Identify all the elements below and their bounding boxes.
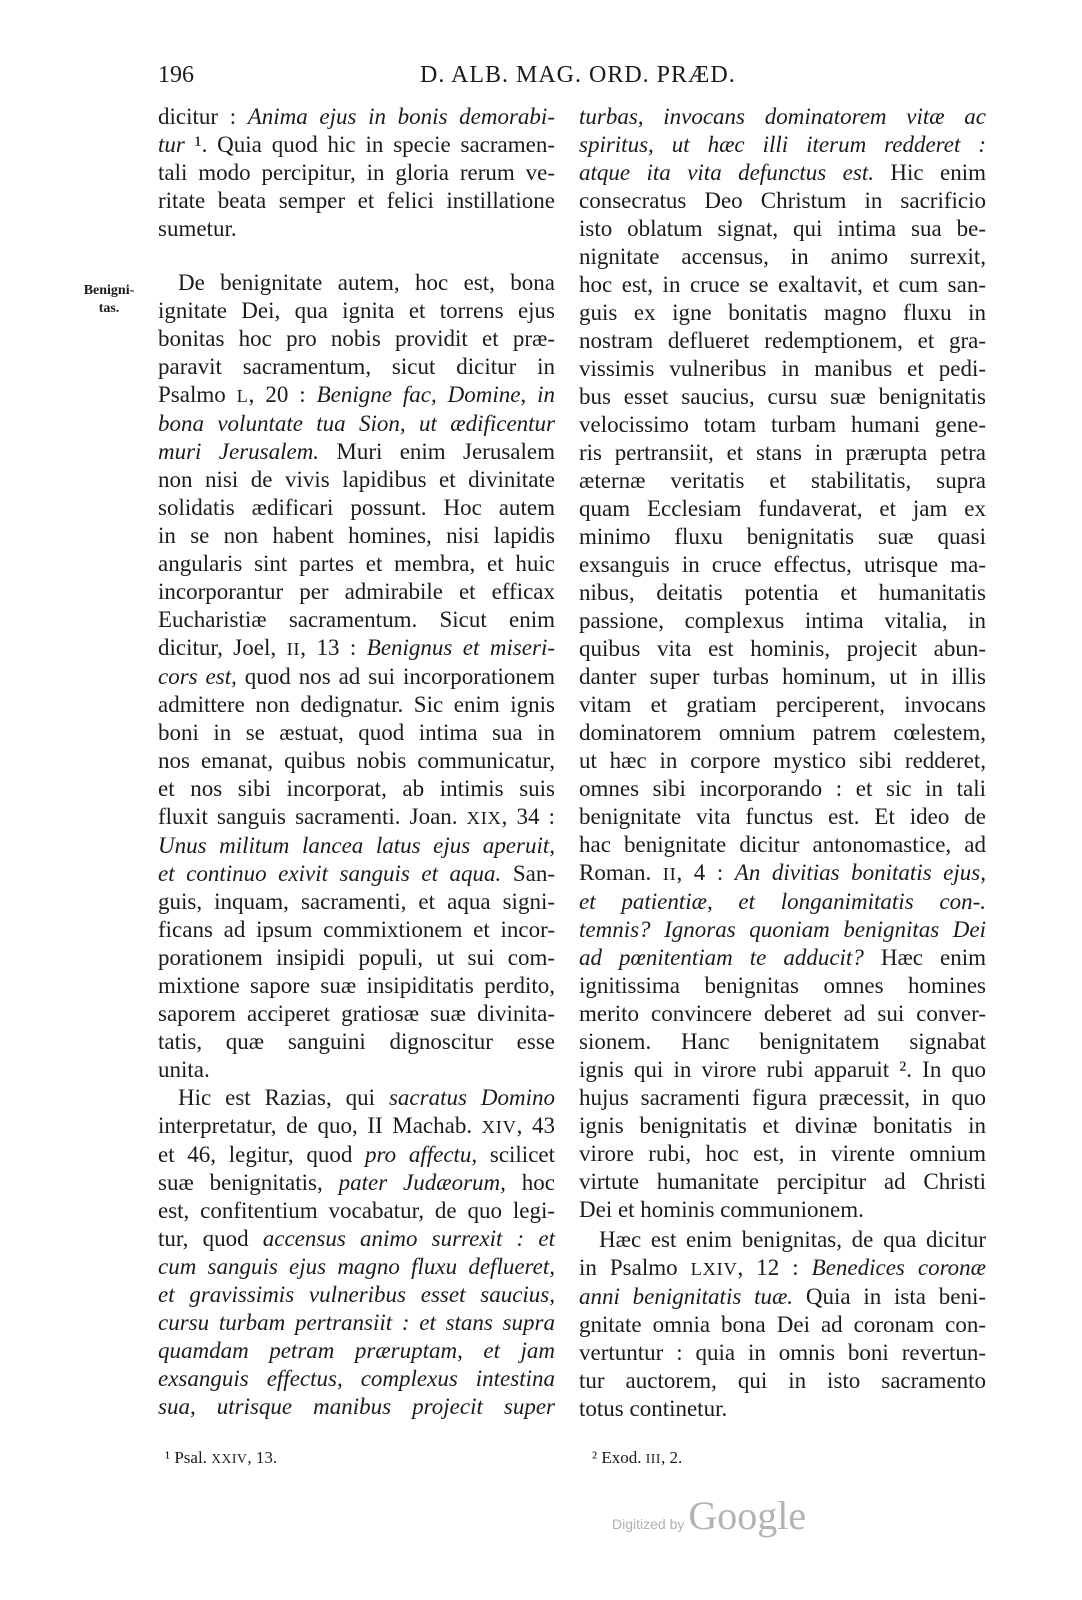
text-run: vitam et gratiam perciperent, invocans <box>579 692 986 717</box>
text-run: Roman. <box>579 860 663 885</box>
text-line <box>158 944 555 972</box>
small-caps-run: L <box>236 386 249 406</box>
text-run: mixtione sapore suæ insipiditatis perdito, <box>158 973 555 998</box>
text-run: tatis, quæ sanguini dignoscitur esse <box>158 1029 555 1054</box>
text-line <box>158 1281 555 1309</box>
text-line <box>579 1112 986 1140</box>
text-line <box>579 495 986 523</box>
text-line <box>158 1084 555 1112</box>
italic-run: tur <box>158 132 185 157</box>
text-run: angularis sint partes et membra, et huic <box>158 551 555 576</box>
text-line <box>579 1140 986 1168</box>
text-line <box>579 635 986 663</box>
italic-run: Benedices coronæ <box>811 1255 987 1280</box>
text-line <box>579 1000 986 1028</box>
text-run: æternæ veritatis et stabilitatis, supra <box>579 468 986 493</box>
small-caps-run: XXIV <box>211 1451 248 1466</box>
text-line <box>579 1254 986 1283</box>
text-run: gnitate omnia bona Dei ad coronam con- <box>579 1312 986 1337</box>
text-run: ² Exod. <box>592 1448 646 1467</box>
text-line <box>579 1367 986 1395</box>
text-run: ignitate Dei, qua ignita et torrens ejus <box>158 298 555 323</box>
text-line <box>579 972 986 1000</box>
text-run: et nos sibi incorporat, ab intimis suis <box>158 776 555 801</box>
paragraph <box>158 269 555 1084</box>
italic-run: ad pœnitentiam te adducit? <box>579 945 864 970</box>
digitized-by-watermark <box>612 1492 806 1539</box>
text-line <box>158 606 555 634</box>
text-run: non nisi de vivis lapidibus et divinitate <box>158 467 555 492</box>
paragraph <box>579 1226 986 1423</box>
text-run: guis ex igne bonitatis magno fluxu in <box>579 300 986 325</box>
text-run: velocissimo totam turbam humani gene- <box>579 412 986 437</box>
running-title: D. ALB. MAG. ORD. PRÆD. <box>420 62 736 88</box>
text-run: Eucharistiæ sacramentum. Sicut enim <box>158 607 555 632</box>
small-caps-run: LXIV <box>690 1259 738 1279</box>
text-line <box>579 299 986 327</box>
margin-note <box>70 282 148 318</box>
text-run: dicitur : <box>158 104 248 129</box>
text-line <box>158 550 555 578</box>
italic-run: et continuo exivit sanguis et aqua. <box>158 861 502 886</box>
text-line <box>158 466 555 494</box>
text-line <box>579 271 986 299</box>
text-line <box>158 325 555 353</box>
text-line <box>158 297 555 325</box>
text-line <box>158 1000 555 1028</box>
text-run: porationem insipidi populi, ut sui com- <box>158 945 555 970</box>
text-run: ficans ad ipsum commixtionem et incor- <box>158 917 555 942</box>
text-line <box>579 159 986 187</box>
text-line <box>579 1084 986 1112</box>
text-run: est, confitentium vocabatur, de quo legi- <box>158 1198 555 1223</box>
text-run: omnes sibi incorporando : et sic in tali <box>579 776 986 801</box>
text-run: quibus vita est hominis, projecit abun- <box>579 636 986 661</box>
text-run: nos emanat, quibus nobis communicatur, <box>158 748 555 773</box>
text-line <box>579 1056 986 1084</box>
text-run: unita. <box>158 1057 210 1082</box>
text-line <box>158 832 555 860</box>
text-line <box>579 1395 986 1423</box>
text-run: saporem acciperet gratiosæ suæ divinita- <box>158 1001 555 1026</box>
text-line <box>579 551 986 579</box>
text-run: vertuntur : quia in omnis boni revertun- <box>579 1340 986 1365</box>
text-run: totus continetur. <box>579 1396 728 1421</box>
text-run: Hic enim <box>873 160 986 185</box>
text-line <box>158 1365 555 1393</box>
text-line <box>579 411 986 439</box>
text-line <box>158 131 555 159</box>
text-run: nibus, deitatis potentia et humanitatis <box>579 580 986 605</box>
text-run: suæ benignitatis, <box>158 1170 339 1195</box>
text-run: solidatis ædificari possunt. Hoc autem <box>158 495 555 520</box>
text-line <box>579 1283 986 1311</box>
italic-run: et gravissimis vulneribus esset saucius, <box>158 1282 555 1307</box>
text-run: merito convincere deberet ad sui conver- <box>579 1001 986 1026</box>
text-line <box>158 803 555 832</box>
text-line <box>158 494 555 522</box>
text-run: benignitate vita functus est. Et ideo de <box>579 804 986 829</box>
text-line <box>158 860 555 888</box>
text-line <box>579 243 986 271</box>
text-run: ignis qui in virore rubi apparuit ². In quo <box>579 1057 986 1082</box>
text-line <box>579 691 986 719</box>
italic-run: turbas, invocans dominatorem vitæ ac <box>579 104 986 129</box>
text-line <box>158 1253 555 1281</box>
italic-run: cors est, <box>158 664 237 689</box>
text-run: quod nos ad sui incorporationem <box>236 664 555 689</box>
italic-run: Benigne fac, Domine, in <box>316 382 555 407</box>
small-caps-run: XIV <box>481 1117 517 1137</box>
text-run: in se non habent homines, nisi lapidis <box>158 523 555 548</box>
text-line <box>158 775 555 803</box>
text-run: ritate beata semper et felici instillatione <box>158 188 555 213</box>
text-run: ignitissima benignitas omnes homines <box>579 973 986 998</box>
text-run: boni in se æstuat, quod intima sua in <box>158 720 555 745</box>
text-run: , 34 : <box>501 804 555 829</box>
text-run: , 12 : <box>737 1255 812 1280</box>
google-logo-text: Google <box>688 1493 807 1538</box>
text-run: exsanguis in cruce effectus, utrisque ma- <box>579 552 986 577</box>
text-line <box>579 1226 986 1254</box>
text-run: bonitas hoc pro nobis providit et præ- <box>158 326 555 351</box>
text-run: isto oblatum signat, qui intima sua be- <box>579 216 986 241</box>
text-run: sionem. Hanc benignitatem signabat <box>579 1029 986 1054</box>
paragraph <box>579 103 986 1224</box>
text-line <box>158 269 555 297</box>
text-run: De benignitate autem, hoc est, bona <box>178 270 555 295</box>
page-number: 196 <box>158 62 194 88</box>
italic-run: Anima ejus in bonis demorabi- <box>247 104 555 129</box>
text-run: danter super turbas hominum, ut in illis <box>579 664 986 689</box>
text-line <box>579 663 986 691</box>
text-line <box>579 327 986 355</box>
text-run: scilicet <box>477 1142 556 1167</box>
text-run: hoc est, in cruce se exaltavit, et cum san- <box>579 272 986 297</box>
margin-note-line: tas. <box>98 301 120 316</box>
text-line <box>158 691 555 719</box>
footnotes <box>0 1446 1082 1472</box>
text-line <box>158 1393 555 1421</box>
text-run: tali modo percipitur, in gloria rerum ve- <box>158 160 555 185</box>
text-line <box>158 159 555 187</box>
text-line <box>158 438 555 466</box>
text-run: passione, complexus intima vitalia, in <box>579 608 986 633</box>
text-line <box>158 522 555 550</box>
text-line <box>579 944 986 972</box>
text-run: , 4 : <box>676 860 735 885</box>
italic-run: et patientiæ, et longanimitatis con-. <box>579 889 986 914</box>
text-line <box>579 1311 986 1339</box>
text-line <box>579 747 986 775</box>
text-run: ¹. Quia quod hic in specie sacramen- <box>184 132 555 157</box>
paragraph <box>158 1084 555 1421</box>
text-line <box>579 383 986 411</box>
text-run: , 20 : <box>248 382 317 407</box>
footnote <box>592 1446 682 1471</box>
text-run: paravit sacramentum, sicut dicitur in <box>158 354 555 379</box>
italic-run: temnis? Ignoras quoniam benignitas Dei <box>579 917 986 942</box>
text-line <box>579 131 986 159</box>
text-line <box>579 719 986 747</box>
italic-run: atque ita vita defunctus est. <box>579 160 874 185</box>
text-run: Muri enim Jerusalem <box>319 439 555 464</box>
text-run: , 43 <box>516 1113 555 1138</box>
text-line <box>158 634 555 663</box>
small-caps-run: XIX <box>466 808 502 828</box>
italic-run: An divitias bonitatis ejus, <box>734 860 986 885</box>
italic-run: Unus militum lancea latus ejus aperuit, <box>158 833 555 858</box>
text-run: Psalmo <box>158 382 237 407</box>
text-line <box>158 215 555 243</box>
margin-note-line: Benigni- <box>83 283 135 298</box>
text-line <box>579 187 986 215</box>
text-line <box>579 467 986 495</box>
text-run: hac benignitate dicitur antonomastice, ad <box>579 832 986 857</box>
text-run: admittere non dedignatur. Sic enim ignis <box>158 692 555 717</box>
italic-run: pro affectu, <box>365 1142 478 1167</box>
text-run: dicitur, Joel, <box>158 635 287 660</box>
text-run: Hæc enim <box>863 945 986 970</box>
italic-run: bona voluntate tua Sion, ut ædificentur <box>158 411 555 436</box>
text-run: San- <box>501 861 555 886</box>
text-line <box>158 1169 555 1197</box>
text-run: hoc <box>505 1170 555 1195</box>
text-line <box>158 1337 555 1365</box>
text-line <box>158 578 555 606</box>
text-run: consecratus Deo Christum in sacrificio <box>579 188 986 213</box>
text-run: fluxit sanguis sacramenti. Joan. <box>158 804 467 829</box>
italic-run: quamdam petram præruptam, et jam <box>158 1338 555 1363</box>
text-run: ¹ Psal. <box>165 1448 212 1467</box>
text-line <box>579 439 986 467</box>
text-line <box>158 187 555 215</box>
text-line <box>579 1339 986 1367</box>
text-line <box>158 663 555 691</box>
text-line <box>158 410 555 438</box>
text-run: quam Ecclesiam fundaverat, et jam ex <box>579 496 986 521</box>
italic-run: sacratus Domino <box>388 1085 555 1110</box>
text-line <box>579 607 986 635</box>
text-line <box>579 523 986 551</box>
small-caps-run: II <box>662 864 677 884</box>
text-run: virore rubi, hoc est, in virente omnium <box>579 1141 986 1166</box>
italic-run: cursu turbam pertransiit : et stans supra <box>158 1310 555 1335</box>
text-run: Hic est Razias, qui <box>178 1085 389 1110</box>
small-caps-run: III <box>645 1451 661 1466</box>
text-line <box>579 355 986 383</box>
text-run: hujus sacramenti figura præcessit, in quo <box>579 1085 986 1110</box>
text-line <box>579 103 986 131</box>
text-line <box>158 916 555 944</box>
text-run: guis, inquam, sacramenti, et aqua signi- <box>158 889 555 914</box>
left-column <box>158 103 555 1421</box>
text-line <box>158 972 555 1000</box>
text-line <box>158 1225 555 1253</box>
text-run: vissimis vulneribus in manibus et pedi- <box>579 356 986 381</box>
text-line <box>579 888 986 916</box>
text-line <box>579 916 986 944</box>
text-run: ignis benignitatis et divinæ bonitatis in <box>579 1113 986 1138</box>
text-run: interpretatur, de quo, II Machab. <box>158 1113 482 1138</box>
text-line <box>579 1028 986 1056</box>
text-line <box>158 1141 555 1169</box>
right-column <box>579 103 986 1423</box>
small-caps-run: II <box>286 639 301 659</box>
text-run: tur auctorem, qui in isto sacramento <box>579 1368 986 1393</box>
italic-run: accensus animo surrexit : et <box>262 1226 555 1251</box>
text-run: ris pertransiit, et stans in prærupta petra <box>579 440 986 465</box>
text-run: Quia in ista beni- <box>793 1284 987 1309</box>
text-run: , 2. <box>660 1448 683 1467</box>
text-line <box>579 579 986 607</box>
text-line <box>158 888 555 916</box>
text-line <box>579 215 986 243</box>
text-line <box>579 1168 986 1196</box>
text-run: tur, quod <box>158 1226 263 1251</box>
text-run: ut hæc in corpore mystico sibi redderet, <box>579 748 986 773</box>
text-line <box>579 1196 986 1224</box>
text-line <box>158 1056 555 1084</box>
italic-run: anni benignitatis tuæ. <box>579 1284 794 1309</box>
text-line <box>158 719 555 747</box>
watermark-prefix: Digitized by <box>612 1516 685 1532</box>
text-run: , 13 : <box>300 635 367 660</box>
text-line <box>579 831 986 859</box>
text-line <box>158 1112 555 1141</box>
italic-run: pater Judæorum, <box>338 1170 506 1195</box>
italic-run: sua, utrisque manibus projecit super <box>158 1394 555 1419</box>
italic-run: cum sanguis ejus magno fluxu deflueret, <box>158 1254 555 1279</box>
text-run: sumetur. <box>158 216 237 241</box>
text-run: minimo fluxu benignitatis suæ quasi <box>579 524 986 549</box>
text-run: incorporantur per admirabile et efficax <box>158 579 555 604</box>
italic-run: Benignus et miseri- <box>366 635 556 660</box>
text-line <box>158 747 555 775</box>
text-run: Hæc est enim benignitas, de qua dicitur <box>599 1227 986 1252</box>
text-run: nostram deflueret redemptionem, et gra- <box>579 328 986 353</box>
footnote <box>165 1446 277 1471</box>
text-line <box>158 1309 555 1337</box>
text-line <box>158 1197 555 1225</box>
text-line <box>158 1028 555 1056</box>
italic-run: spiritus, ut hæc illi iterum redderet : <box>579 132 986 157</box>
text-run: in Psalmo <box>579 1255 691 1280</box>
italic-run: exsanguis effectus, complexus intestina <box>158 1366 555 1391</box>
text-run: et 46, legitur, quod <box>158 1142 366 1167</box>
text-line <box>158 353 555 381</box>
text-run: virtute humanitate percipitur ad Christi <box>579 1169 986 1194</box>
text-run: , 13. <box>247 1448 278 1467</box>
paragraph <box>158 103 555 243</box>
text-run: Dei et hominis communionem. <box>579 1197 864 1222</box>
text-line <box>579 803 986 831</box>
text-run: bus esset saucius, cursu suæ benignitatis <box>579 384 986 409</box>
text-line <box>158 381 555 410</box>
text-run: nignitate accensus, in animo surrexit, <box>579 244 986 269</box>
text-line <box>579 859 986 888</box>
text-line <box>579 775 986 803</box>
italic-run: muri Jerusalem. <box>158 439 320 464</box>
text-run: dominatorem omnium patrem cœlestem, <box>579 720 986 745</box>
text-line <box>158 103 555 131</box>
